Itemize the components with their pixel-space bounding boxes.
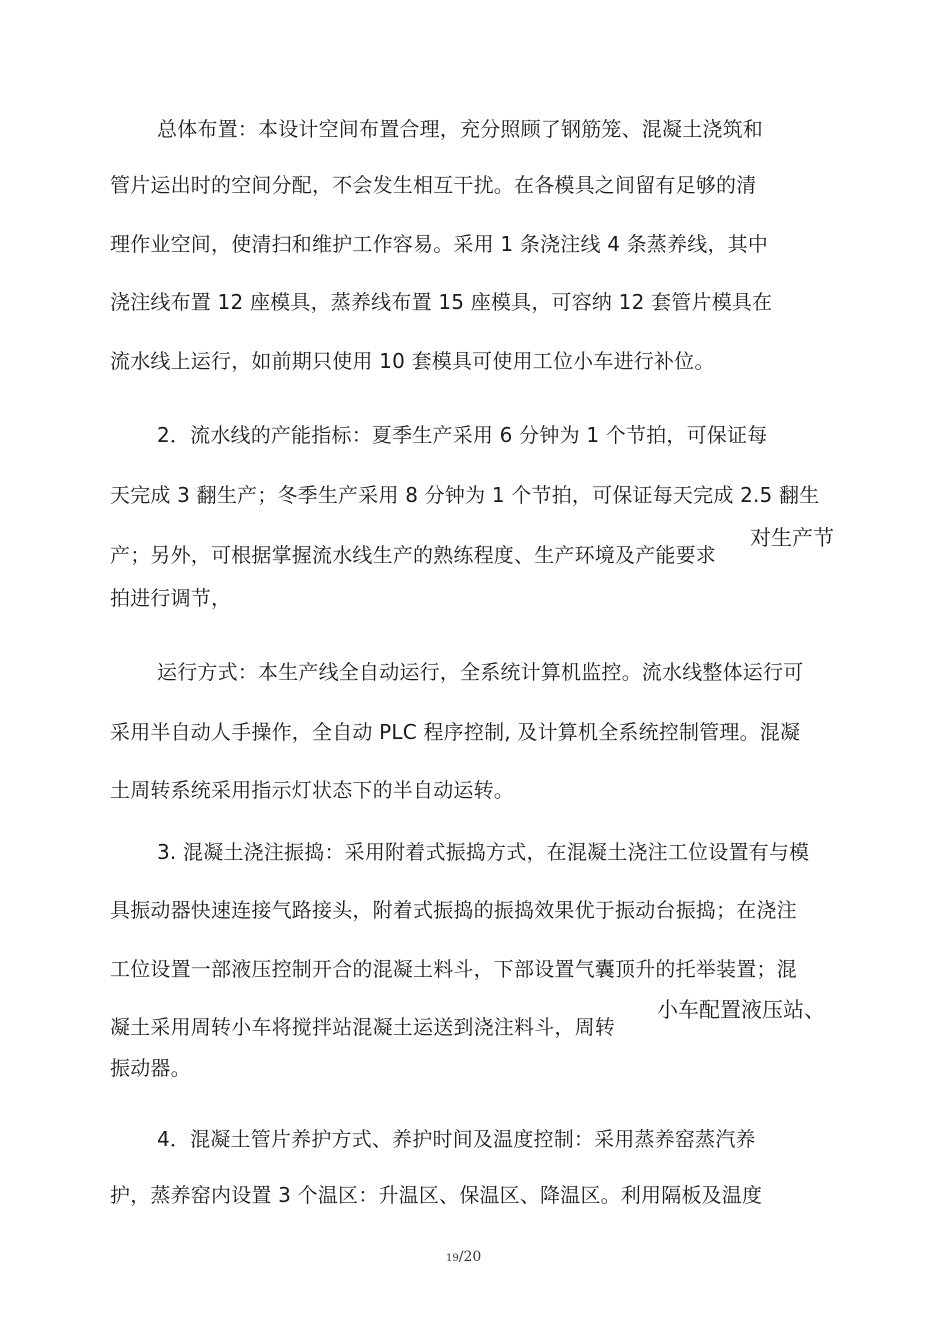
paragraph-line: 产；另外，可根据掌握流水线生产的熟练程度、生产环境及产能要求	[110, 543, 716, 567]
paragraph-line: 浇注线布置 12 座模具，蒸养线布置 15 座模具，可容纳 12 套管片模具在	[110, 290, 773, 314]
paragraph-line: 3. 混凝土浇注振捣：采用附着式振捣方式，在混凝土浇注工位设置有与模	[157, 840, 810, 864]
floating-text: 小车配置液压站、	[657, 998, 825, 1022]
paragraph-line: 采用半自动人手操作，全自动 PLC 程序控制, 及计算机全系统控制管理。混凝	[110, 720, 801, 744]
paragraph-line: 4．混凝土管片养护方式、养护时间及温度控制：采用蒸养窑蒸汽养	[157, 1127, 756, 1151]
paragraph-line: 拍进行调节，	[110, 586, 232, 610]
paragraph-line: 总体布置：本设计空间布置合理，充分照顾了钢筋笼、混凝土浇筑和	[157, 117, 763, 141]
paragraph-line: 凝土采用周转小车将搅拌站混凝土运送到浇注料斗，周转	[110, 1015, 615, 1039]
paragraph-line: 具振动器快速连接气路接头，附着式振捣的振捣效果优于振动台振捣；在浇注	[110, 898, 797, 922]
paragraph-line: 运行方式：本生产线全自动运行，全系统计算机监控。流水线整体运行可	[157, 660, 804, 684]
page-number	[446, 1248, 481, 1268]
paragraph-line: 护，蒸养窑内设置 3 个温区：升温区、保温区、降温区。利用隔板及温度	[110, 1183, 763, 1207]
page-total: /20	[458, 1249, 482, 1265]
floating-text: 对生产节	[750, 526, 834, 550]
paragraph-line: 振动器。	[110, 1056, 191, 1080]
paragraph-line: 天完成 3 翻生产；冬季生产采用 8 分钟为 1 个节拍，可保证每天完成 2.5 翻生	[110, 483, 820, 507]
paragraph-line: 流水线上运行，如前期只使用 10 套模具可使用工位小车进行补位。	[110, 349, 715, 373]
page-current: 19	[446, 1253, 459, 1264]
paragraph-line: 2．流水线的产能指标：夏季生产采用 6 分钟为 1 个节拍，可保证每	[157, 423, 768, 447]
paragraph-line: 工位设置一部液压控制开合的混凝土料斗，下部设置气囊顶升的托举装置；混	[110, 957, 797, 981]
paragraph-line: 管片运出时的空间分配，不会发生相互干扰。在各模具之间留有足够的清	[110, 173, 757, 197]
paragraph-line: 土周转系统采用指示灯状态下的半自动运转。	[110, 778, 514, 802]
paragraph-line: 理作业空间，使清扫和维护工作容易。采用 1 条浇注线 4 条蒸养线，其中	[110, 232, 769, 256]
